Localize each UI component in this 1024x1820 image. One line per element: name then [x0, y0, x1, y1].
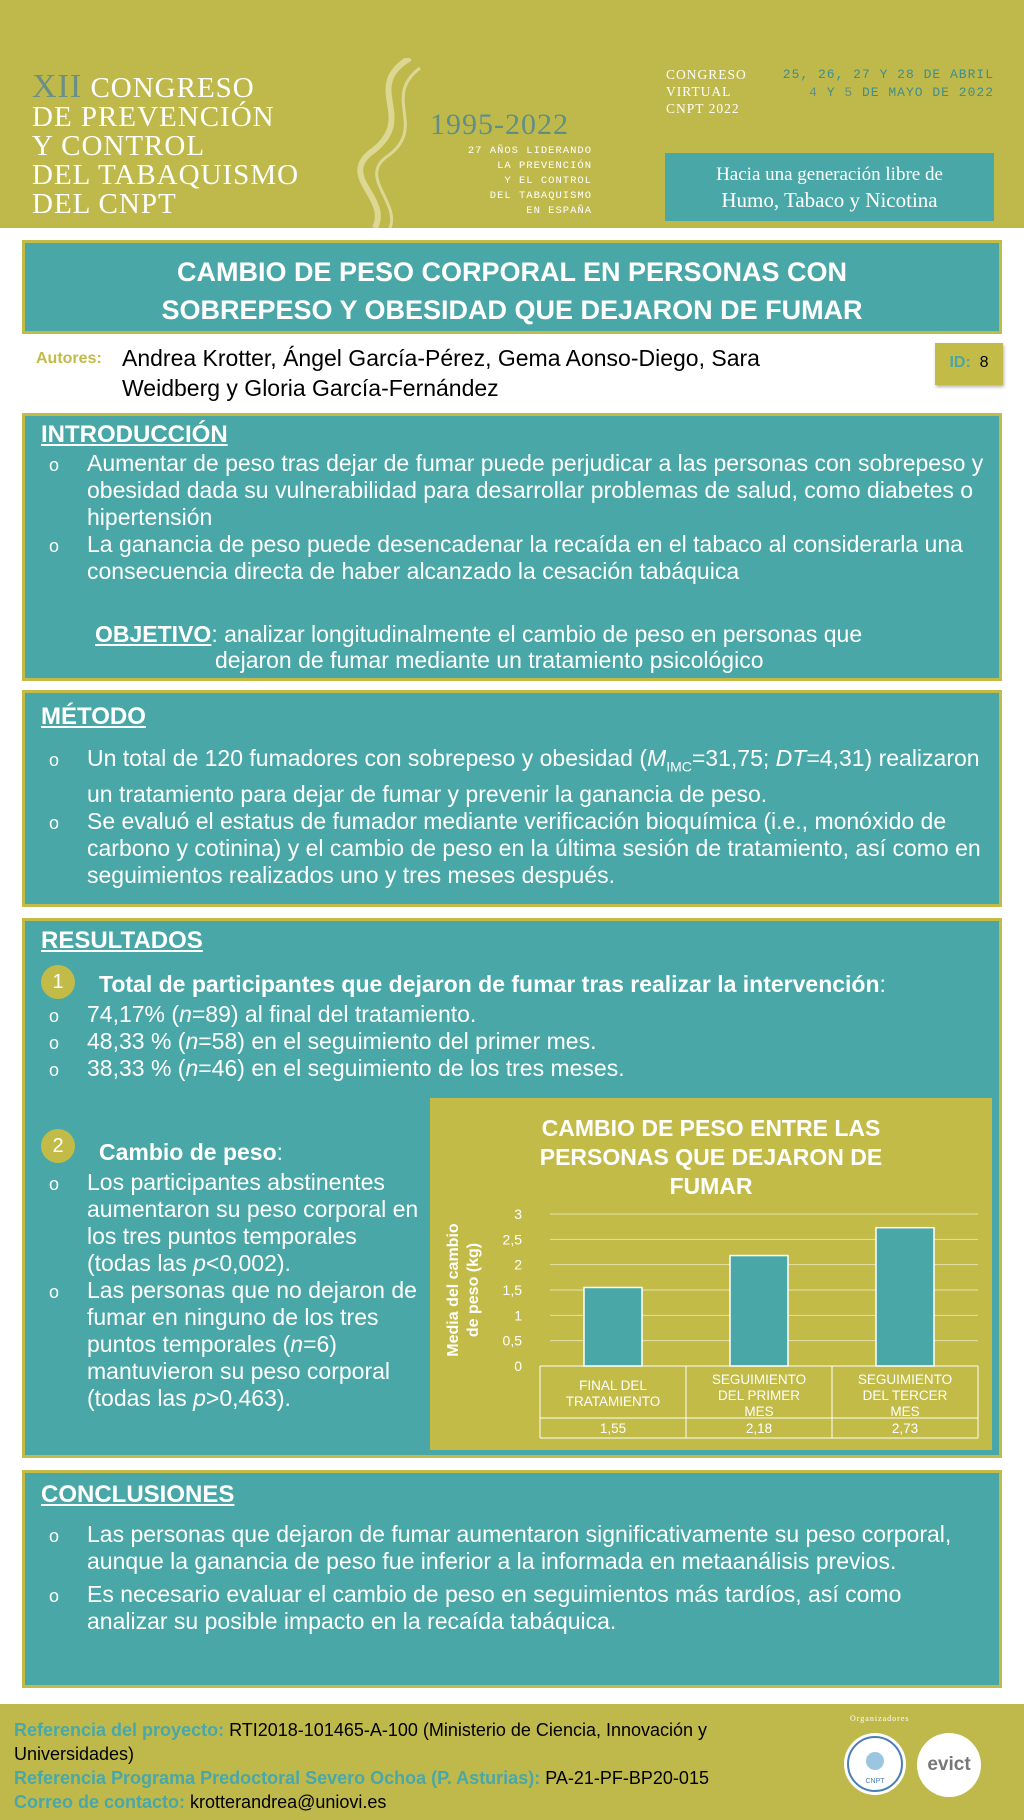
intro-section	[22, 413, 1002, 681]
conclusions-heading: CONCLUSIONES	[41, 1481, 235, 1508]
years-subtitle: 27 AÑOS LIDERANDO LA PREVENCIÓN Y EL CONTROL DEL TABAQUISMO EN ESPAÑA	[467, 145, 592, 217]
chart-title: CAMBIO DE PESO ENTRE LAS PERSONAS QUE DEJARON DE FUMAR	[539, 1115, 883, 1199]
list-item: o Aumentar de peso tras dejar de fumar puede perjudicar a las personas con sobrepeso y obesidad dada su vulnerabilidad para desarrollar problemas de salud, como diabetes o hipertensión	[25, 450, 985, 531]
chart-tick-label: 3	[514, 1206, 522, 1222]
number-badge-2: 2	[41, 1129, 75, 1163]
list-item: o Es necesario evaluar el cambio de peso en seguimientos más tardíos, así como analizar su posible impacto en la recaída tabáquica.	[25, 1581, 985, 1635]
method-section	[22, 690, 1002, 907]
chart-tick-label: 1	[514, 1307, 522, 1324]
id-badge: ID: 8	[935, 343, 1003, 385]
organizers-label: Organizadores	[850, 1714, 910, 1723]
chart-value-label: 2,18	[745, 1421, 773, 1436]
poster-title-panel	[22, 240, 1002, 334]
chart-category-label: DEL PRIMER	[717, 1388, 801, 1403]
footer-references: Referencia del proyecto: RTI2018-101465-A-100 (Ministerio de Ciencia, Innovación y Universidades) Referencia Programa Predoctoral Severo Ochoa (P. Asturias): PA-21-PF-BP20-015 Correo de contacto: krotterandrea@uniovi.es	[14, 1720, 709, 1812]
weight-change-chart	[430, 1098, 992, 1450]
slogan-box: Hacia una generación libre de Humo, Tabaco y Nicotina	[665, 153, 994, 221]
list-item: o 48,33 % (n=58) en el seguimiento del primer mes.	[25, 1028, 985, 1055]
list-item: o 38,33 % (n=46) en el seguimiento de los tres meses.	[25, 1055, 985, 1082]
results-heading: RESULTADOS	[41, 927, 203, 954]
authors-list: Andrea Krotter, Ángel García-Pérez, Gema Aonso-Diego, Sara Weidberg y Gloria García-Fernández	[122, 345, 760, 401]
chart-bar	[584, 1287, 642, 1366]
method-heading: MÉTODO	[41, 703, 146, 730]
chart-category-label: SEGUIMIENTO	[857, 1372, 953, 1387]
chart-plot	[430, 1098, 992, 1450]
evict-logo-icon: evict	[917, 1733, 981, 1797]
svg-text:CNPT: CNPT	[865, 1778, 885, 1785]
chart-tick-label: 0	[514, 1358, 522, 1374]
chart-category-label: TRATAMIENTO	[565, 1394, 661, 1409]
list-item: o Las personas que dejaron de fumar aumentaron significativamente su peso corporal, aunque la ganancia de peso fue inferior a la informada en metaanálisis previos.	[25, 1521, 985, 1575]
years-range: 1995-2022	[430, 108, 569, 141]
chart-tick-label: 1,5	[502, 1282, 522, 1298]
cnpt-logo-icon	[844, 1733, 906, 1795]
virtual-congress-label: CONGRESO VIRTUAL CNPT 2022	[666, 67, 747, 116]
poster-title: CAMBIO DE PESO CORPORAL EN PERSONAS CON SOBREPESO Y OBESIDAD QUE DEJARON DE FUMAR	[161, 257, 863, 325]
congress-dates: 25, 26, 27 Y 28 DE ABRIL 4 Y 5 DE MAYO DE 2022	[782, 67, 994, 100]
list-item: o Los participantes abstinentes aumentaron su peso corporal en los tres puntos temporales (todas las p<0,002).	[25, 1169, 425, 1277]
contact-email[interactable]: krotterandrea@uniovi.es	[190, 1792, 387, 1812]
chart-tick-label: 2,5	[502, 1231, 522, 1248]
list-item: o Se evaluó el estatus de fumador mediante verificación bioquímica (i.e., monóxido de carbono y cotinina) y el cambio de peso en la última sesión de tratamiento, así como en seguimientos realizados uno y tres meses después.	[25, 808, 985, 889]
results-subheading-1: Total de participantes que dejaron de fumar tras realizar la intervención:	[99, 971, 886, 997]
chart-value-label: 1,55	[599, 1421, 627, 1436]
chart-bar	[730, 1256, 788, 1366]
chart-category-label: FINAL DEL	[579, 1378, 647, 1393]
chart-category-label: DEL TERCER	[862, 1388, 948, 1403]
list-item: o 74,17% (n=89) al final del tratamiento.	[25, 1001, 985, 1028]
objective: OBJETIVO: analizar longitudinalmente el cambio de peso en personas que dejaron de fumar mediante un tratamiento psicológico	[95, 621, 863, 673]
chart-tick-label: 0,5	[502, 1332, 522, 1349]
results-subheading-2: Cambio de peso:	[99, 1139, 284, 1165]
chart-tick-label: 2	[514, 1256, 522, 1273]
chart-y-axis-label: Media del cambio de peso (kg)	[445, 1223, 482, 1357]
chart-category-label: SEGUIMIENTO	[711, 1372, 807, 1387]
conclusions-section	[22, 1470, 1002, 1688]
list-item: o Las personas que no dejaron de fumar en ninguno de los tres puntos temporales (n=6) mantuvieron su peso corporal (todas las p>0,463).	[25, 1277, 425, 1412]
chart-category-label: MES	[744, 1404, 774, 1419]
smoke-swirl-icon	[340, 58, 430, 228]
authors-label: Autores:	[36, 350, 102, 367]
list-item: o La ganancia de peso puede desencadenar la recaída en el tabaco al considerarla una consecuencia directa de haber alcanzado la cesación tabáquica	[25, 531, 985, 585]
intro-heading: INTRODUCCIÓN	[41, 421, 228, 448]
list-item: o Un total de 120 fumadores con sobrepeso y obesidad ($M_{IMC}=31,75$; DT=4,31) realizaron un tratamiento para dejar de fumar y prevenir la ganancia de peso.	[25, 745, 985, 808]
chart-value-label: 2,73	[891, 1421, 919, 1436]
chart-category-label: MES	[890, 1404, 920, 1419]
number-badge-1: 1	[41, 965, 75, 999]
congress-title: XII CONGRESO DE PREVENCIÓN Y CONTROL DEL TABAQUISMO DEL CNPT	[32, 68, 300, 220]
chart-bar	[876, 1228, 934, 1366]
congress-header	[0, 0, 1024, 228]
